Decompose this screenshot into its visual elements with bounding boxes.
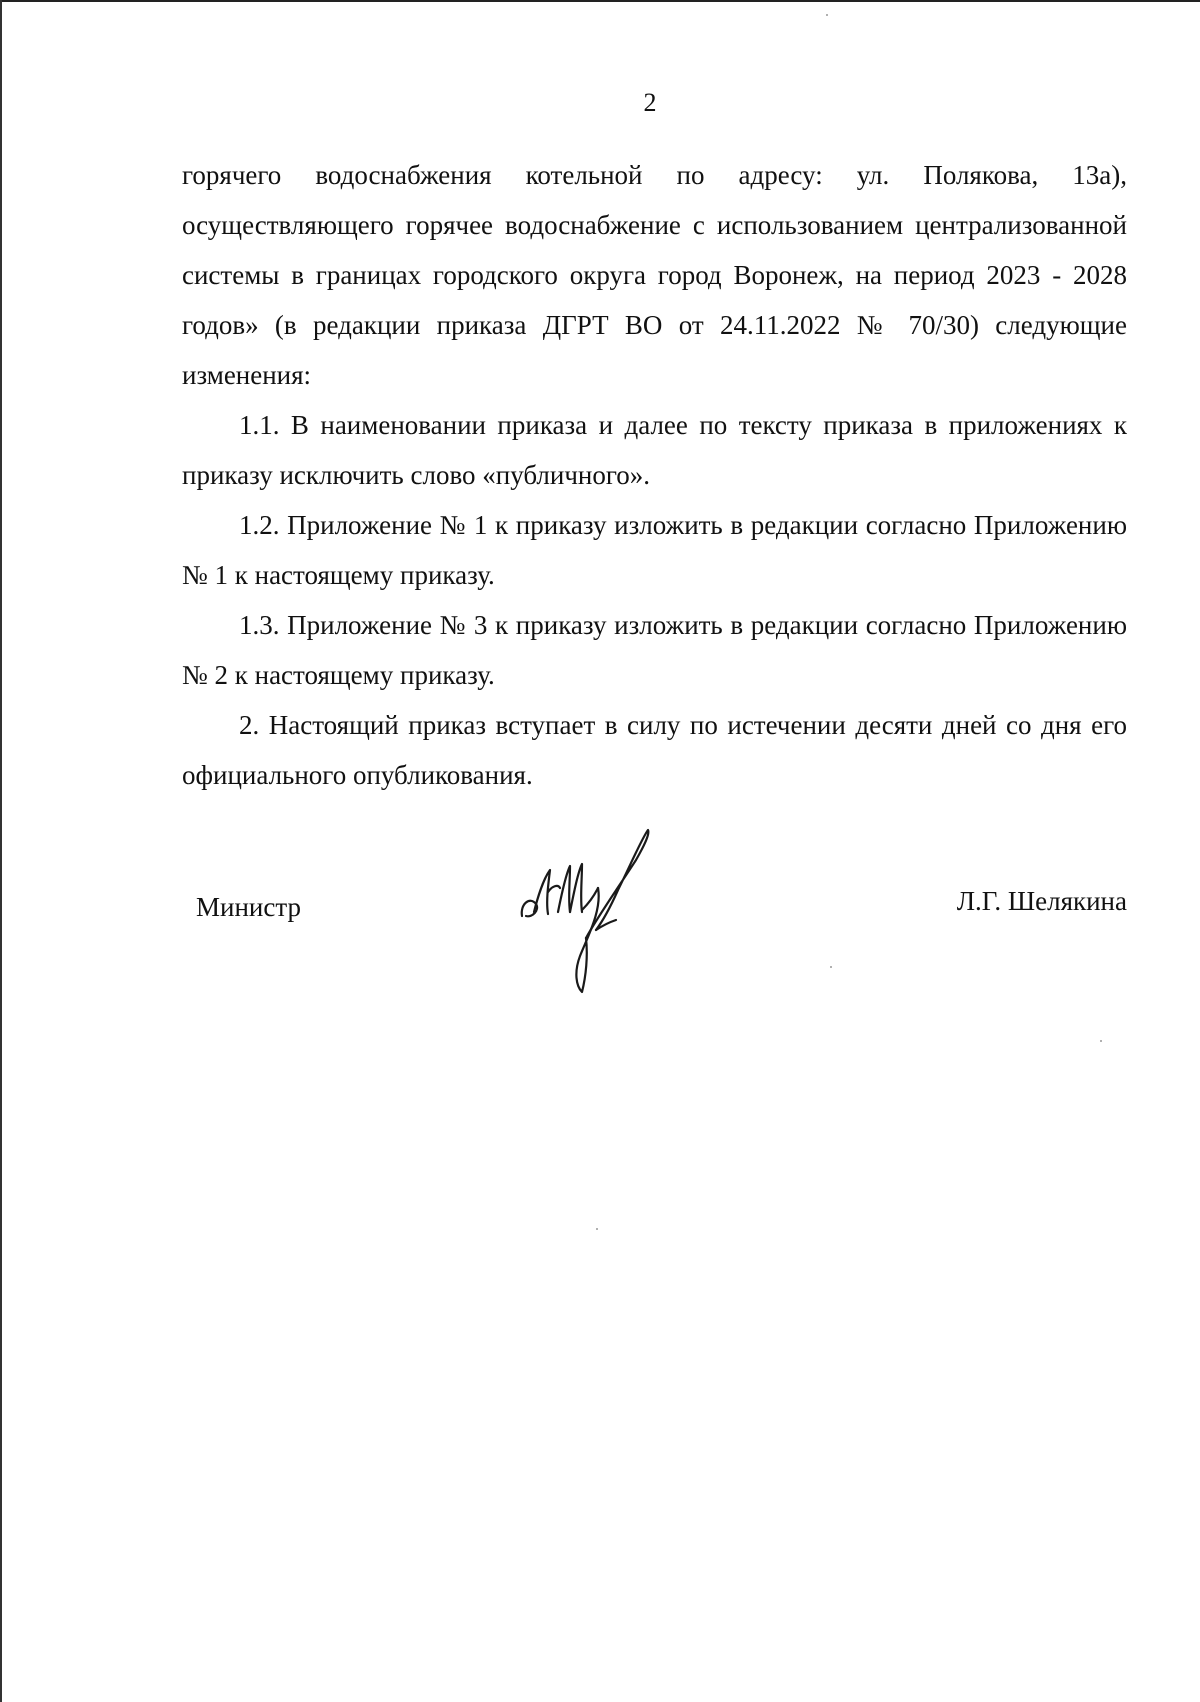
paragraph-2: 2. Настоящий приказ вступает в силу по истечении десяти дней со дня его официального опубликования. (182, 710, 1127, 790)
paragraph-1-2: 1.2. Приложение № 1 к приказу изложить в редакции согласно Приложению № 1 к настоящему приказу. (182, 510, 1127, 590)
paragraph-1-3: 1.3. Приложение № 3 к приказу изложить в редакции согласно Приложению № 2 к настоящему приказу. (182, 610, 1127, 690)
paragraph-1-1: 1.1. В наименовании приказа и далее по тексту приказа в приложениях к приказу исключить слово «публичного». (182, 410, 1127, 490)
scan-edge-top (0, 0, 1200, 2)
handwritten-signature (518, 826, 678, 996)
signer-position: Министр (196, 892, 301, 922)
scan-speck (830, 966, 832, 968)
scan-edge-left (0, 0, 2, 1702)
page-number: 2 (643, 88, 657, 117)
document-body (182, 150, 1127, 800)
paragraph-intro: горячего водоснабжения котельной по адресу: ул. Полякова, 13а), осуществляющего горячее водоснабжение с использованием централизованной системы в границах городского округа город Воронеж, на период 2023 - 2028 годов» (в редакции приказа ДГРТ ВО от 24.11.2022 № 70/30) следующие изменения: (182, 160, 1127, 390)
scan-speck (1100, 1040, 1102, 1042)
signer-name: Л.Г. Шелякина (956, 886, 1127, 916)
scan-speck (596, 1228, 598, 1230)
scan-speck (826, 14, 828, 16)
